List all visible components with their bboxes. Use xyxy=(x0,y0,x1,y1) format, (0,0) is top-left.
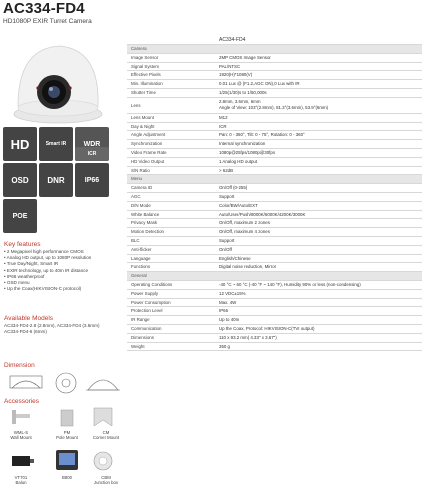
spec-table xyxy=(127,36,422,351)
spec-key: Power Supply xyxy=(131,290,159,296)
feature-item: • IP66 weatherproof xyxy=(4,273,45,279)
spec-row xyxy=(127,71,422,80)
spec-key: BLC xyxy=(131,237,140,243)
key-features xyxy=(4,240,122,292)
page-title: AC334-FD4 xyxy=(3,0,85,17)
spec-row xyxy=(127,325,422,334)
spec-key: Protection Level xyxy=(131,308,163,314)
spec-key: General xyxy=(131,273,147,279)
accessory-pm: PM Pole Mount xyxy=(56,430,78,440)
spec-value: M12 xyxy=(219,114,228,120)
camera-product-image xyxy=(8,36,108,126)
spec-key: Image Sensor xyxy=(131,54,159,60)
spec-row xyxy=(127,246,422,255)
junction-box-icon xyxy=(92,450,114,472)
spec-value: Up the Coax, Protocol: HIKVISION-C(TVI output) xyxy=(219,325,315,331)
spec-value: On/Off, maximum 4 zones xyxy=(219,229,270,235)
spec-value: 0.01 Lux @ (F1.2,AGC ON),0 Lux with IR xyxy=(219,81,300,87)
page-subtitle: HD1080P EXIR Turret Camera xyxy=(3,18,92,25)
spec-row xyxy=(127,307,422,316)
spec-value: On/Off, maximum 2 zones xyxy=(219,220,270,226)
ip66-icon: IP66 xyxy=(75,163,109,197)
spec-value: IP66 xyxy=(219,308,229,314)
spec-row xyxy=(127,149,422,158)
balun-icon xyxy=(8,450,36,472)
model-line: AC334-FD4-2.8 (2.8mm), AC334-FD4 (3.6mm) xyxy=(4,323,100,328)
model-line: AC334-FD4-6 (6mm) xyxy=(4,329,47,334)
spec-row xyxy=(127,334,422,343)
pole-mount-icon xyxy=(58,408,76,428)
spec-key: Camera ID xyxy=(131,185,153,191)
feature-item: • True Day/Night, Smart IR xyxy=(4,261,59,267)
spec-row xyxy=(127,184,422,193)
spec-key: Language xyxy=(131,255,151,261)
spec-value-line: Angle of View: 103°(2.8mm), 81.3°(3.6mm), 53.9°(6mm) xyxy=(219,105,329,111)
wall-mount-icon xyxy=(10,408,32,428)
spec-value: Support xyxy=(219,237,235,243)
spec-key: S/N Ratio xyxy=(131,167,150,173)
key-features-title: Key features xyxy=(4,241,41,248)
spec-value-line: 2.8mm, 3.6mm, 6mm xyxy=(219,99,261,105)
spec-value: Internal synchronization xyxy=(219,141,266,147)
spec-value: On/Off xyxy=(219,246,232,252)
spec-category xyxy=(127,272,422,281)
spec-key: Functions xyxy=(131,264,151,270)
feature-item: • Analog HD output, up to 1080P resolution xyxy=(4,255,92,261)
spec-key: D/N Mode xyxy=(131,202,151,208)
spec-key: IR Range xyxy=(131,317,150,323)
spec-key: AGC xyxy=(131,193,141,199)
spec-row xyxy=(127,299,422,308)
spec-value: 1080p@25fps/1080p@30fps xyxy=(219,149,276,155)
dimension-title: Dimension xyxy=(4,362,35,369)
spec-value: 1920(H)*1080(V) xyxy=(219,72,253,78)
spec-value xyxy=(219,99,328,111)
spec-key: Effective Pixels xyxy=(131,72,161,78)
spec-category xyxy=(127,175,422,184)
spec-model-header: AC334-FD4 xyxy=(127,36,422,45)
spec-value: 350 g xyxy=(219,343,230,349)
spec-value: Color/BW/Auto/EXT xyxy=(219,202,258,208)
spec-key: Power Consumption xyxy=(131,299,171,305)
wdr-icon: WDR xyxy=(75,127,109,161)
spec-key: Synchronization xyxy=(131,141,163,147)
b800-icon xyxy=(54,448,80,472)
feature-item: • 2 Megapixel high performance CMOS xyxy=(4,249,84,254)
spec-row xyxy=(127,98,422,114)
spec-key: Signal System xyxy=(131,63,160,69)
available-models xyxy=(4,314,99,335)
spec-key: Day & Night xyxy=(131,123,155,129)
accessory-cbm: CBM Junction box xyxy=(93,475,119,485)
spec-row xyxy=(127,228,422,237)
spec-value: -40 °C ~ 60 °C (-40 °F ~ 140 °F), Humidity 90% or less (non-condensing) xyxy=(219,281,361,287)
spec-value: Support xyxy=(219,193,235,199)
spec-key: HD Video Output xyxy=(131,158,165,164)
accessory-vt701: VT701 Balun xyxy=(14,475,28,485)
spec-row xyxy=(127,202,422,211)
spec-row xyxy=(127,63,422,72)
spec-row xyxy=(127,140,422,149)
spec-key: Shutter Time xyxy=(131,89,156,95)
icr-icon: ICR xyxy=(75,147,109,161)
spec-key: Min. Illumination xyxy=(131,81,163,87)
poe-icon: POE xyxy=(3,199,37,233)
spec-key: Weight xyxy=(131,343,145,349)
spec-value: 110 x 93.2 mm( 4.33" x 3.67") xyxy=(219,334,277,340)
spec-row xyxy=(127,219,422,228)
accessory-b800: B800 xyxy=(61,475,73,480)
spec-row xyxy=(127,54,422,63)
hd-icon: HD xyxy=(3,127,37,161)
dimension-section xyxy=(4,362,35,369)
feature-item: • Up the Coax(HIKVISION-C protocol) xyxy=(4,286,82,292)
spec-row xyxy=(127,237,422,246)
feature-item: • OSD menu xyxy=(4,280,30,286)
osd-icon: OSD xyxy=(3,163,37,197)
corner-mount-icon xyxy=(92,406,114,428)
spec-row xyxy=(127,263,422,272)
spec-value: Up to 40m xyxy=(219,317,240,323)
spec-row xyxy=(127,89,422,98)
spec-row xyxy=(127,255,422,264)
spec-row xyxy=(127,211,422,220)
spec-value: Pan: 0 - 360°, Tilt: 0 - 75°, Rotation: 0 - 360° xyxy=(219,132,305,138)
spec-key: Video Frame Rate xyxy=(131,149,167,155)
spec-key: Lens Mount xyxy=(131,114,154,120)
spec-key: Menu xyxy=(131,176,142,182)
dnr-icon: DNR xyxy=(39,163,73,197)
spec-row xyxy=(127,158,422,167)
smart-ir-icon: Smart IR xyxy=(39,127,73,161)
spec-row xyxy=(127,114,422,123)
spec-row xyxy=(127,123,422,132)
spec-key: White Balance xyxy=(131,211,160,217)
spec-key: Dimensions xyxy=(131,334,154,340)
spec-key: Privacy Mask xyxy=(131,220,158,226)
spec-row xyxy=(127,290,422,299)
spec-value: Auto/User/Push/8000K/6000K/4200K/3000K xyxy=(219,211,306,217)
spec-value: 2MP CMOS Image Sensor xyxy=(219,54,271,60)
spec-row xyxy=(127,193,422,202)
spec-value: PAL/NTSC xyxy=(219,63,241,69)
available-models-title: Available Models xyxy=(4,315,54,322)
spec-key: Operating Conditions xyxy=(131,281,173,287)
spec-row xyxy=(127,131,422,140)
spec-value: 1 Analog HD output xyxy=(219,158,258,164)
spec-value: 1/25(1/30)s to 1/50,000s xyxy=(219,89,267,95)
spec-row xyxy=(127,281,422,290)
spec-value: 12 VDC±15% xyxy=(219,290,246,296)
accessories-title: Accessories xyxy=(4,398,40,405)
spec-value: Digital noise reduction, Mirror xyxy=(219,264,277,270)
accessory-cm: CM Corner Mount xyxy=(92,430,120,440)
spec-key: Anti-flicker xyxy=(131,246,152,252)
spec-value: Max. 4W xyxy=(219,299,237,305)
accessories-section xyxy=(4,398,39,405)
spec-row xyxy=(127,316,422,325)
spec-category xyxy=(127,45,422,54)
spec-row xyxy=(127,343,422,352)
feature-item: • EXIR technology, up to 40m IR distance xyxy=(4,267,88,273)
dimension-drawing xyxy=(8,372,123,396)
spec-key: Angle Adjustment xyxy=(131,132,166,138)
spec-row xyxy=(127,80,422,89)
spec-key: Communication xyxy=(131,325,162,331)
spec-value: English/Chinese xyxy=(219,255,251,261)
spec-value: On/Off (0-255) xyxy=(219,185,248,191)
spec-key: Motion Detection xyxy=(131,229,164,235)
spec-value: > 62dB xyxy=(219,167,234,173)
spec-key: Lens xyxy=(131,102,141,108)
spec-key: Camera xyxy=(131,46,147,51)
accessory-wml-s: WML-S Wall Mount xyxy=(10,430,32,440)
spec-value: ICR xyxy=(219,123,227,129)
spec-row xyxy=(127,167,422,176)
